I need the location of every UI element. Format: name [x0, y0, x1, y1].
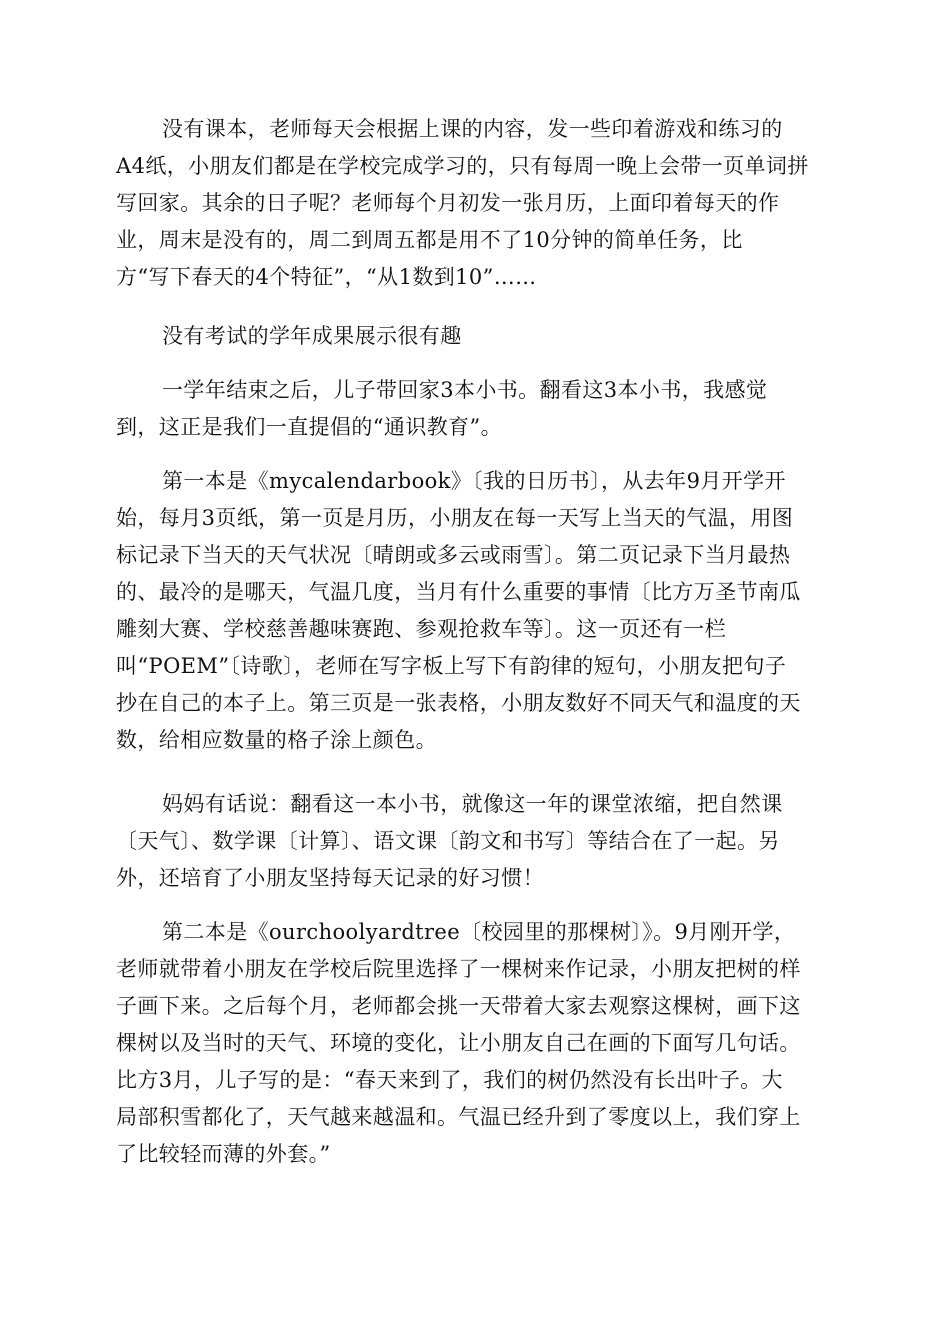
text-line: 第二本是《ourchoolyardtree〔校园里的那棵树〕》。9月刚开学， — [162, 920, 796, 944]
text-line: 数，给相应数量的格子涂上颜色。 — [116, 728, 437, 752]
text-line: A4纸，小朋友们都是在学校完成学习的，只有每周一晚上会带一页单词拼 — [116, 154, 809, 178]
text-line: 写回家。其余的日子呢？老师每个月初发一张月历，上面印着每天的作 — [116, 191, 780, 215]
text-line: 〔天气〕、数学课〔计算〕、语文课〔韵文和书写〕等结合在了一起。另 — [116, 829, 780, 853]
text-line: 一学年结束之后，儿子带回家3本小书。翻看这3本小书，我感觉 — [162, 378, 768, 402]
text-line: 了比较轻而薄的外套。” — [116, 1142, 331, 1166]
paragraph-schoolyard-tree — [116, 914, 836, 1173]
text-line: 抄在自己的本子上。第三页是一张表格，小朋友数好不同天气和温度的天 — [116, 691, 801, 715]
text-line: 的、最冷的是哪天，气温几度，当月有什么重要的事情〔比方万圣节南瓜 — [116, 580, 801, 604]
text-line: 标记录下当天的天气状况〔晴朗或多云或雨雪〕。第二页记录下当月最热 — [116, 543, 791, 567]
text-line: 到，这正是我们一直提倡的“通识教育”。 — [116, 415, 503, 439]
text-line: 叫“POEM”〔诗歌〕，老师在写字板上写下有韵律的短句，小朋友把句子 — [116, 654, 787, 678]
text-line: 始，每月3页纸，第一页是月历，小朋友在每一天写上当天的气温，用图 — [116, 506, 794, 530]
text-line: 妈妈有话说：翻看这一本小书，就像这一年的课堂浓缩，把自然课 — [162, 792, 783, 816]
paragraph-no-textbook — [116, 111, 836, 296]
text-line: 子画下来。之后每个月，老师都会挑一天带着大家去观察这棵树，画下这 — [116, 994, 801, 1018]
text-line: 老师就带着小朋友在学校后院里选择了一棵树来作记录，小朋友把树的样 — [116, 957, 801, 981]
text-line: 棵树以及当时的天气、环境的变化，让小朋友自己在画的下面写几句话。 — [116, 1031, 801, 1055]
text-line: 没有考试的学年成果展示很有趣 — [162, 324, 462, 348]
text-line: 方“写下春天的4个特征”，“从1数到10”…… — [116, 265, 537, 289]
text-line: 局部积雪都化了，天气越来越温和。气温已经升到了零度以上，我们穿上 — [116, 1105, 801, 1129]
text-line: 第一本是《mycalendarbook》〔我的日历书〕，从去年9月开学开 — [162, 469, 786, 493]
text-line: 外，还培育了小朋友坚持每天记录的好习惯！ — [116, 866, 544, 890]
paragraph-three-books — [116, 372, 836, 446]
section-heading — [116, 318, 836, 355]
paragraph-calendar-book — [116, 463, 836, 759]
text-line: 没有课本，老师每天会根据上课的内容，发一些印着游戏和练习的 — [162, 117, 783, 141]
text-line: 业，周末是没有的，周二到周五都是用不了10分钟的简单任务，比 — [116, 228, 743, 252]
text-line: 雕刻大赛、学校慈善趣味赛跑、参观抢救车等〕。这一页还有一栏 — [116, 617, 727, 641]
paragraph-mom-says — [116, 786, 836, 897]
text-line: 比方3月，儿子写的是：“春天来到了，我们的树仍然没有长出叶子。大 — [116, 1068, 783, 1092]
